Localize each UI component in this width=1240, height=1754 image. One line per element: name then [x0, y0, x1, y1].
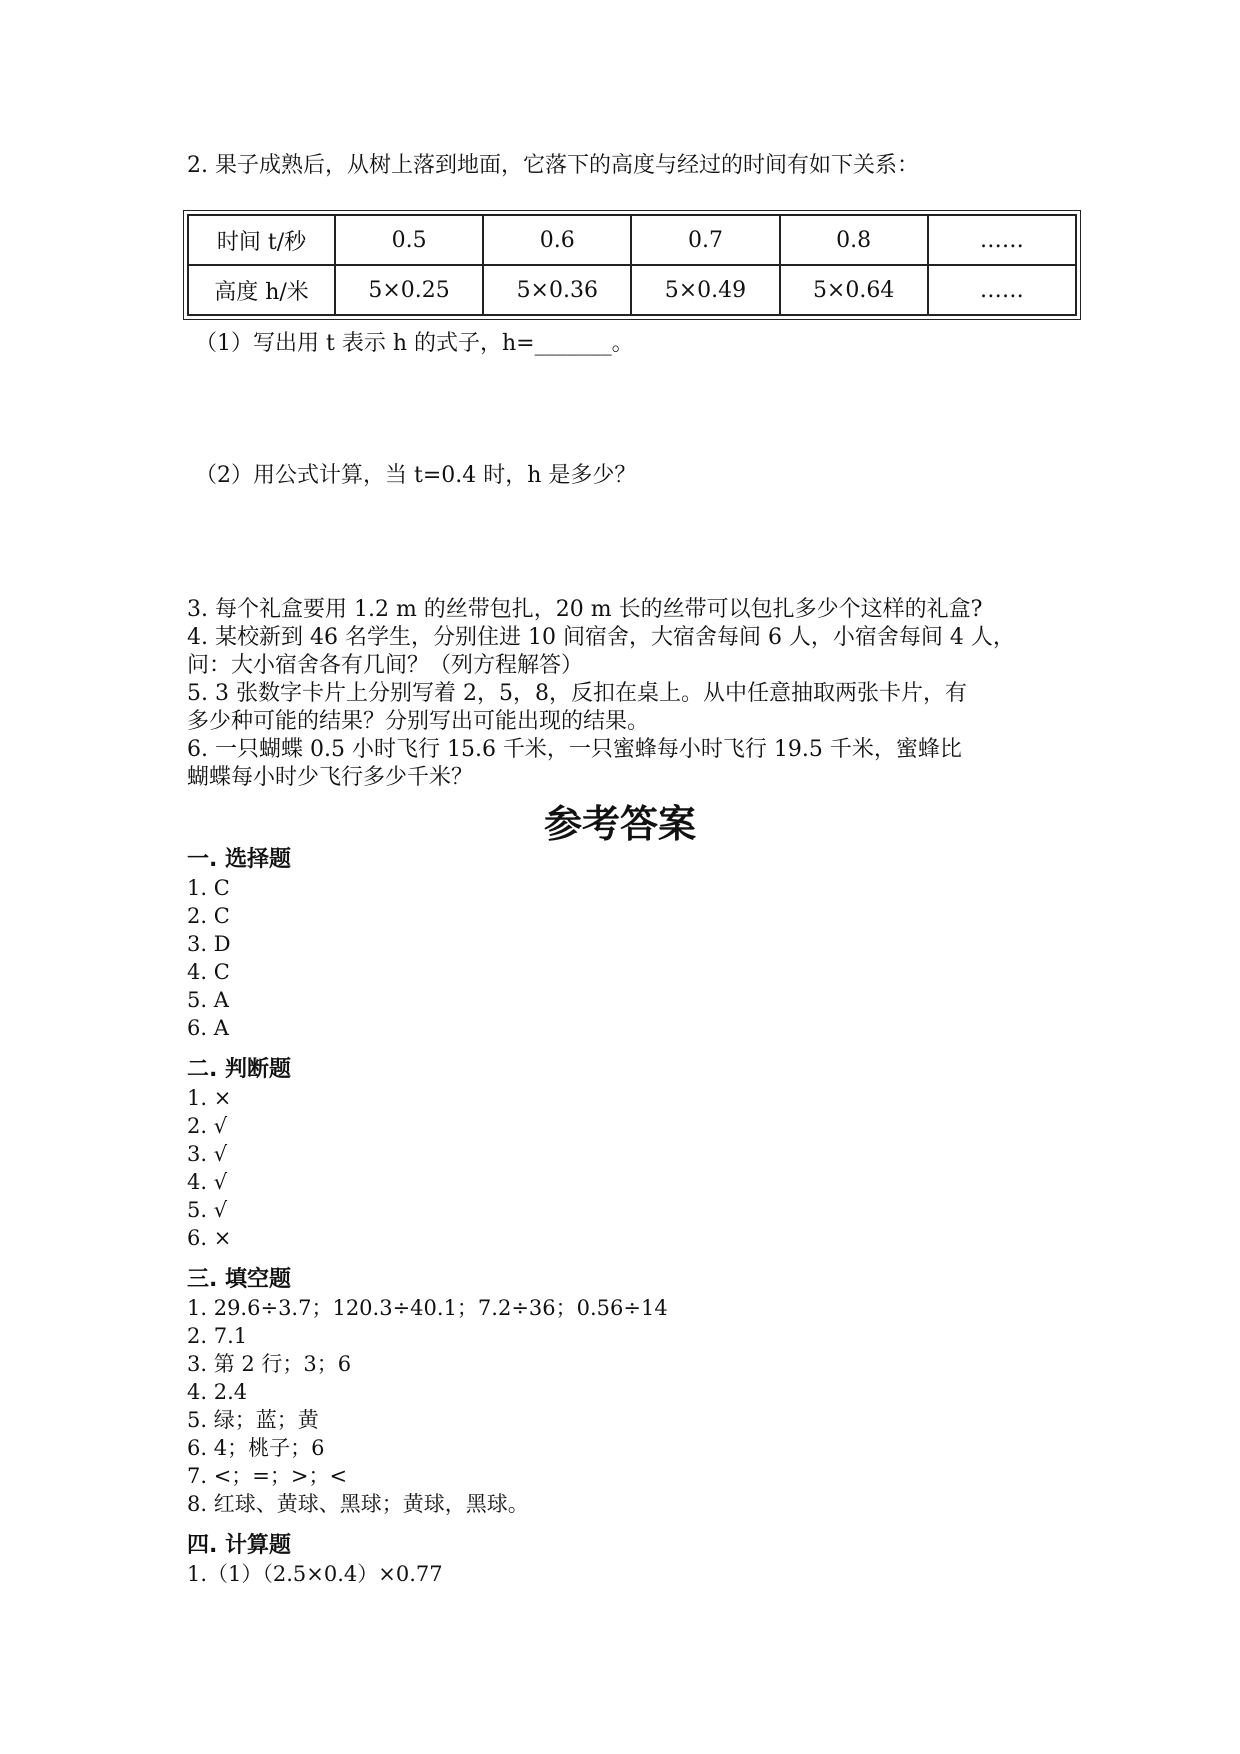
table-cell: 0.6: [483, 215, 631, 265]
answer-item: 1. 29.6÷3.7；120.3÷40.1；7.2÷36；0.56÷14: [187, 1296, 668, 1320]
answer-item: 4. 2.4: [187, 1380, 248, 1404]
answer-item: 8. 红球、黄球、黑球；黄球，黑球。: [187, 1492, 529, 1516]
row-header: 高度 h/米: [188, 265, 335, 315]
question-line: 3. 每个礼盒要用 1.2 m 的丝带包扎，20 m 长的丝带可以包扎多少个这样的礼盒?: [187, 597, 983, 622]
answers-title: 参考答案: [543, 802, 696, 846]
section-heading: 一. 选择题: [187, 847, 292, 872]
table-row: [188, 265, 1076, 315]
answer-item: 5. 绿；蓝；黄: [187, 1408, 319, 1432]
question-line: 6. 一只蝴蝶 0.5 小时飞行 15.6 千米，一只蜜蜂每小时飞行 19.5 千米，蜜蜂比: [187, 737, 962, 762]
answer-item: 2. √: [187, 1114, 228, 1138]
answer-item: 1. C: [187, 876, 230, 900]
answer-item: 3. D: [187, 932, 231, 956]
answer-item: 3. √: [187, 1142, 228, 1166]
section-heading: 二. 判断题: [187, 1057, 292, 1082]
time-height-table-frame: [183, 210, 1081, 320]
question-line: 蝴蝶每小时少飞行多少千米？: [187, 765, 474, 790]
time-height-table: [187, 214, 1077, 316]
table-cell: 0.5: [335, 215, 483, 265]
table-cell: 5×0.64: [780, 265, 928, 315]
table-cell: 5×0.49: [631, 265, 779, 315]
answer-item: 6. A: [187, 1016, 229, 1040]
question-line: 5. 3 张数字卡片上分别写着 2，5，8，反扣在桌上。从中任意抽取两张卡片，有: [187, 681, 967, 706]
answer-item: 2. 7.1: [187, 1324, 248, 1348]
question-2-intro: 2. 果子成熟后，从树上落到地面，它落下的高度与经过的时间有如下关系：: [187, 153, 919, 178]
table-cell: 0.8: [780, 215, 928, 265]
table-row: [188, 215, 1076, 265]
table-cell: ……: [928, 265, 1076, 315]
table-cell: ……: [928, 215, 1076, 265]
answer-item: 5. √: [187, 1198, 228, 1222]
table-cell: 5×0.25: [335, 265, 483, 315]
question-line: 4. 某校新到 46 名学生，分别住进 10 间宿舍，大宿舍每间 6 人，小宿舍每间 4 人，: [187, 625, 1015, 650]
answer-item: 6. ×: [187, 1226, 232, 1250]
answer-item: 5. A: [187, 988, 229, 1012]
question-line: 多少种可能的结果？分别写出可能出现的结果。: [187, 709, 650, 734]
answer-item: 2. C: [187, 904, 230, 928]
table-cell: 5×0.36: [483, 265, 631, 315]
answer-item: 4. √: [187, 1170, 228, 1194]
table-cell: 0.7: [631, 215, 779, 265]
answer-item: 1. ×: [187, 1086, 232, 1110]
question-line: 问：大小宿舍各有几间？（列方程解答）: [187, 653, 584, 678]
answer-item: 1.（1）（2.5×0.4）×0.77: [187, 1562, 443, 1586]
question-2-part-1: （1）写出用 t 表示 h 的式子，h=_______。: [195, 331, 634, 356]
answer-item: 6. 4；桃子；6: [187, 1436, 325, 1460]
answer-item: 7. <；=；>；<: [187, 1464, 348, 1488]
section-heading: 三. 填空题: [187, 1267, 292, 1292]
section-heading: 四. 计算题: [187, 1533, 292, 1558]
answer-item: 3. 第 2 行；3；6: [187, 1352, 352, 1376]
answer-item: 4. C: [187, 960, 230, 984]
question-2-part-2: （2）用公式计算，当 t=0.4 时，h 是多少？: [195, 463, 637, 488]
row-header: 时间 t/秒: [188, 215, 335, 265]
